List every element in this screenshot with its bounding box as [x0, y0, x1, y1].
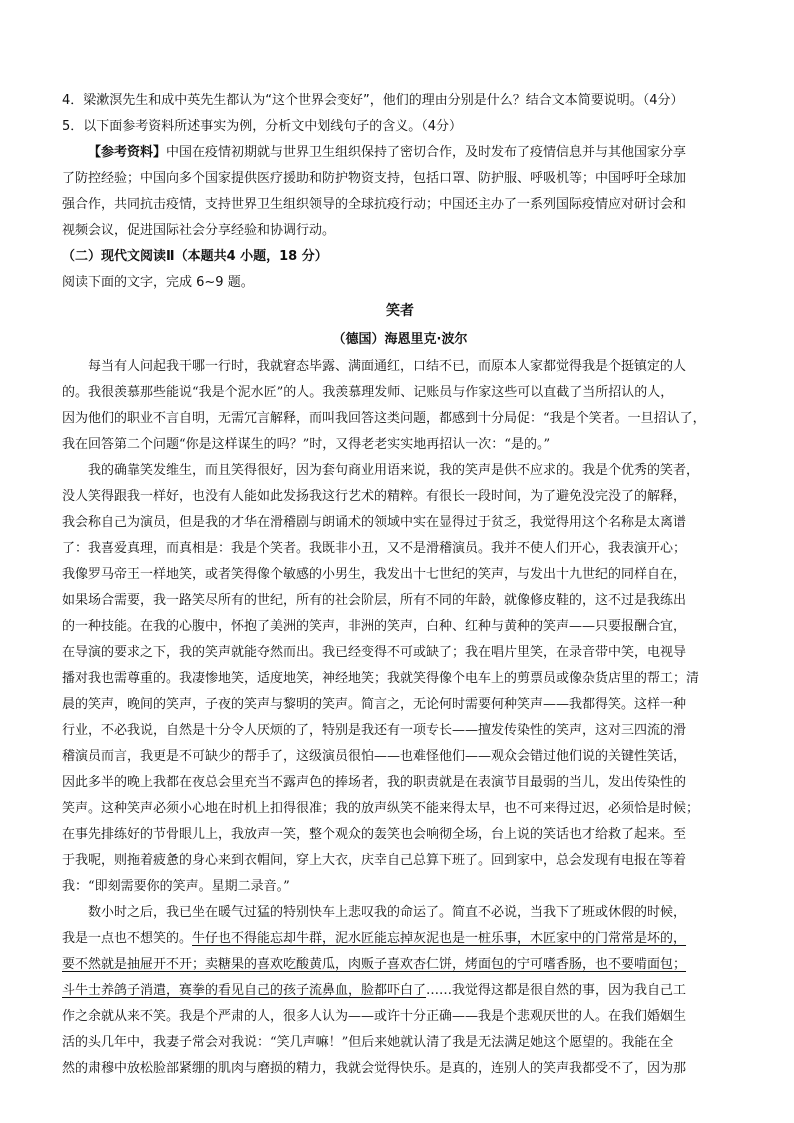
article-line: 稽演员而言，我更是不可缺少的帮手了，这级演员很怕——也难怪他们——观众会错过他们说的关键性笑话，: [62, 749, 687, 764]
question-4: 4．梁漱溟先生和成中英先生都认为“这个世界会变好”，他们的理由分别是什么？结合文本简要说明。（4分）: [62, 93, 684, 108]
article-line-with-underline: [62, 926, 738, 952]
article-line: 了：我喜爱真理，而真相是：我是个笑者。我既非小丑，又不是滑稽演员。我并不使人们开心，我表演开心；: [62, 541, 687, 556]
article-line: 因为他们的职业不言自明，无需冗言解释，而叫我回答这类问题，都感到十分局促：“我是个笑者。一旦招认了，: [62, 411, 706, 426]
article-text: ……我觉得这都是很自然的事，因为我自己工: [426, 983, 687, 998]
article-line: 然的肃穆中放松脸部紧绷的肌肉与磨损的精力，我就会觉得快乐。是真的，连别人的笑声我都受不了，因为那: [62, 1061, 687, 1076]
section-instruction: 阅读下面的文字，完成 6~9 题。: [62, 275, 254, 290]
article-line: 的一种技能。在我的心腹中，怀抱了美洲的笑声，非洲的笑声，白种、红种与黄种的笑声——只要报酬合宜，: [62, 619, 687, 634]
article-title: 笑者: [386, 303, 414, 319]
underlined-sentence: 斗牛士养鸽子消遣，赛拳的看见自己的孩子流鼻血，脸都吓白了: [62, 983, 427, 998]
article-line: 在事先排练好的节骨眼儿上，我放声一笑，整个观众的轰笑也会响彻全场，台上说的笑话也才给救了起来。至: [62, 827, 687, 842]
article-body: [62, 354, 738, 1082]
article-line: 数小时之后，我已坐在暖气过猛的特别快车上悲叹我的命运了。简直不必说，当我下了班或休假的时候，: [88, 905, 687, 920]
article-author: （德国）海恩里克·波尔: [332, 332, 468, 347]
underlined-sentence: 牛仔也不得能忘却牛群，泥水匠能忘掉灰泥也是一桩乐事，木匠家中的门常常是坏的，: [192, 931, 687, 946]
article-line: 于我呢，则拖着疲惫的身心来到衣帽间，穿上大衣，庆幸自己总算下班了。回到家中，总会发现有电报在等着: [62, 853, 687, 868]
reference-tag: 【参考资料】: [88, 145, 167, 160]
reference-line: 中国在疫情初期就与世界卫生组织保持了密切合作，及时发布了疫情信息并与其他国家分享: [166, 145, 687, 160]
article-line: 晨的笑声，晚间的笑声，子夜的笑声与黎明的笑声。简言之，无论何时需要何种笑声——我都得笑。这样一种: [62, 697, 687, 712]
section-heading: （二）现代文阅读Ⅱ（本题共4 小题，18 分）: [62, 249, 328, 264]
article-line: 活的头几年中，我妻子常会对我说：“笑几声嘛！”但后来她就认清了我是无法满足她这个愿望的。我能在全: [62, 1035, 674, 1050]
document-page: [62, 88, 738, 1082]
article-line: 我像罗马帝王一样地笑，或者笑得像个敏感的小男生，我发出十七世纪的笑声，与发出十九世纪的同样自在，: [62, 567, 687, 582]
article-line: 我：“即刻需要你的笑声。星期二录音。”: [62, 879, 290, 894]
article-line: 笑声。这种笑声必须小心地在时机上扣得很准；我的放声纵笑不能来得太早，也不可来得过迟，必须恰是时候；: [62, 801, 700, 816]
reference-line: 视频会议，促进国际社会分享经验和协调行动。: [62, 223, 336, 238]
article-line: 因此多半的晚上我都在夜总会里充当不露声色的捧场者，我的职责就是在表演节目最弱的当儿，发出传染性的: [62, 775, 687, 790]
article-line: 播对我也需尊重的。我凄惨地笑，适度地笑，神经地笑；我就笑得像个电车上的剪票员或像杂货店里的帮工；清: [62, 671, 700, 686]
reference-continued: [62, 166, 738, 244]
article-line: 我的确靠笑发维生，而且笑得很好，因为套句商业用语来说，我的笑声是供不应求的。我是个优秀的笑者，: [88, 463, 700, 478]
article-line: 如果场合需要，我一路笑尽所有的世纪，所有的社会阶层，所有不同的年龄，就像修皮鞋的，这不过是我练出: [62, 593, 687, 608]
article-line: 行业，不必我说，自然是十分令人厌烦的了，特别是我还有一项专长——擅发传染性的笑声，这对三四流的滑: [62, 723, 687, 738]
question-5: 5．以下面参考资料所述事实为例，分析文中划线句子的含义。（4分）: [62, 119, 463, 134]
article-line: 每当有人问起我干哪一行时，我就窘态毕露、满面通红，口结不已，而原本人家都觉得我是个挺镇定的人: [88, 359, 687, 374]
article-text: 我是一点也不想笑的。: [62, 931, 193, 946]
article-line: 没人笑得跟我一样好，也没有人能如此发扬我这行艺术的精粹。有很长一段时间，为了避免没完没了的解释，: [62, 489, 687, 504]
article-line: 作之余就从来不笑。我是个严肃的人，很多人认为——或许十分正确——我是个悲观厌世的人。在我们婚姻生: [62, 1009, 687, 1024]
reference-block: [62, 140, 738, 166]
reference-line: 强合作，共同抗击疫情，支持世界卫生组织领导的全球抗疫行动；中国还主办了一系列国际疫情应对研讨会和: [62, 197, 687, 212]
reference-line: 了防控经验；中国向多个国家提供医疗援助和防护物资支持，包括口罩、防护服、呼吸机等；中国呼吁全球加: [62, 171, 687, 186]
article-line: 我会称自己为演员，但是我的才华在滑稽剧与朗诵术的领域中实在显得过于贫乏，我觉得用这个名称是太离谱: [62, 515, 687, 530]
article-line-with-underline: [62, 978, 738, 1004]
article-line: 我在回答第二个问题“你是这样谋生的吗？”时，又得老老实实地再招认一次：“是的。”: [62, 437, 551, 452]
underlined-sentence: 要不然就是抽屉开不开；卖糖果的喜欢吃酸黄瓜，肉贩子喜欢杏仁饼，烤面包的宁可嗜香肠，也不要啃面包；: [62, 957, 687, 972]
article-line: 的。我很羡慕那些能说“我是个泥水匠”的人。我羡慕理发师、记账员与作家这些可以直截了当所招认的人，: [62, 385, 674, 400]
article-line: 在导演的要求之下，我的笑声就能夺然而出。我已经变得不可或缺了；我在唱片里笑，在录音带中笑，电视导: [62, 645, 687, 660]
